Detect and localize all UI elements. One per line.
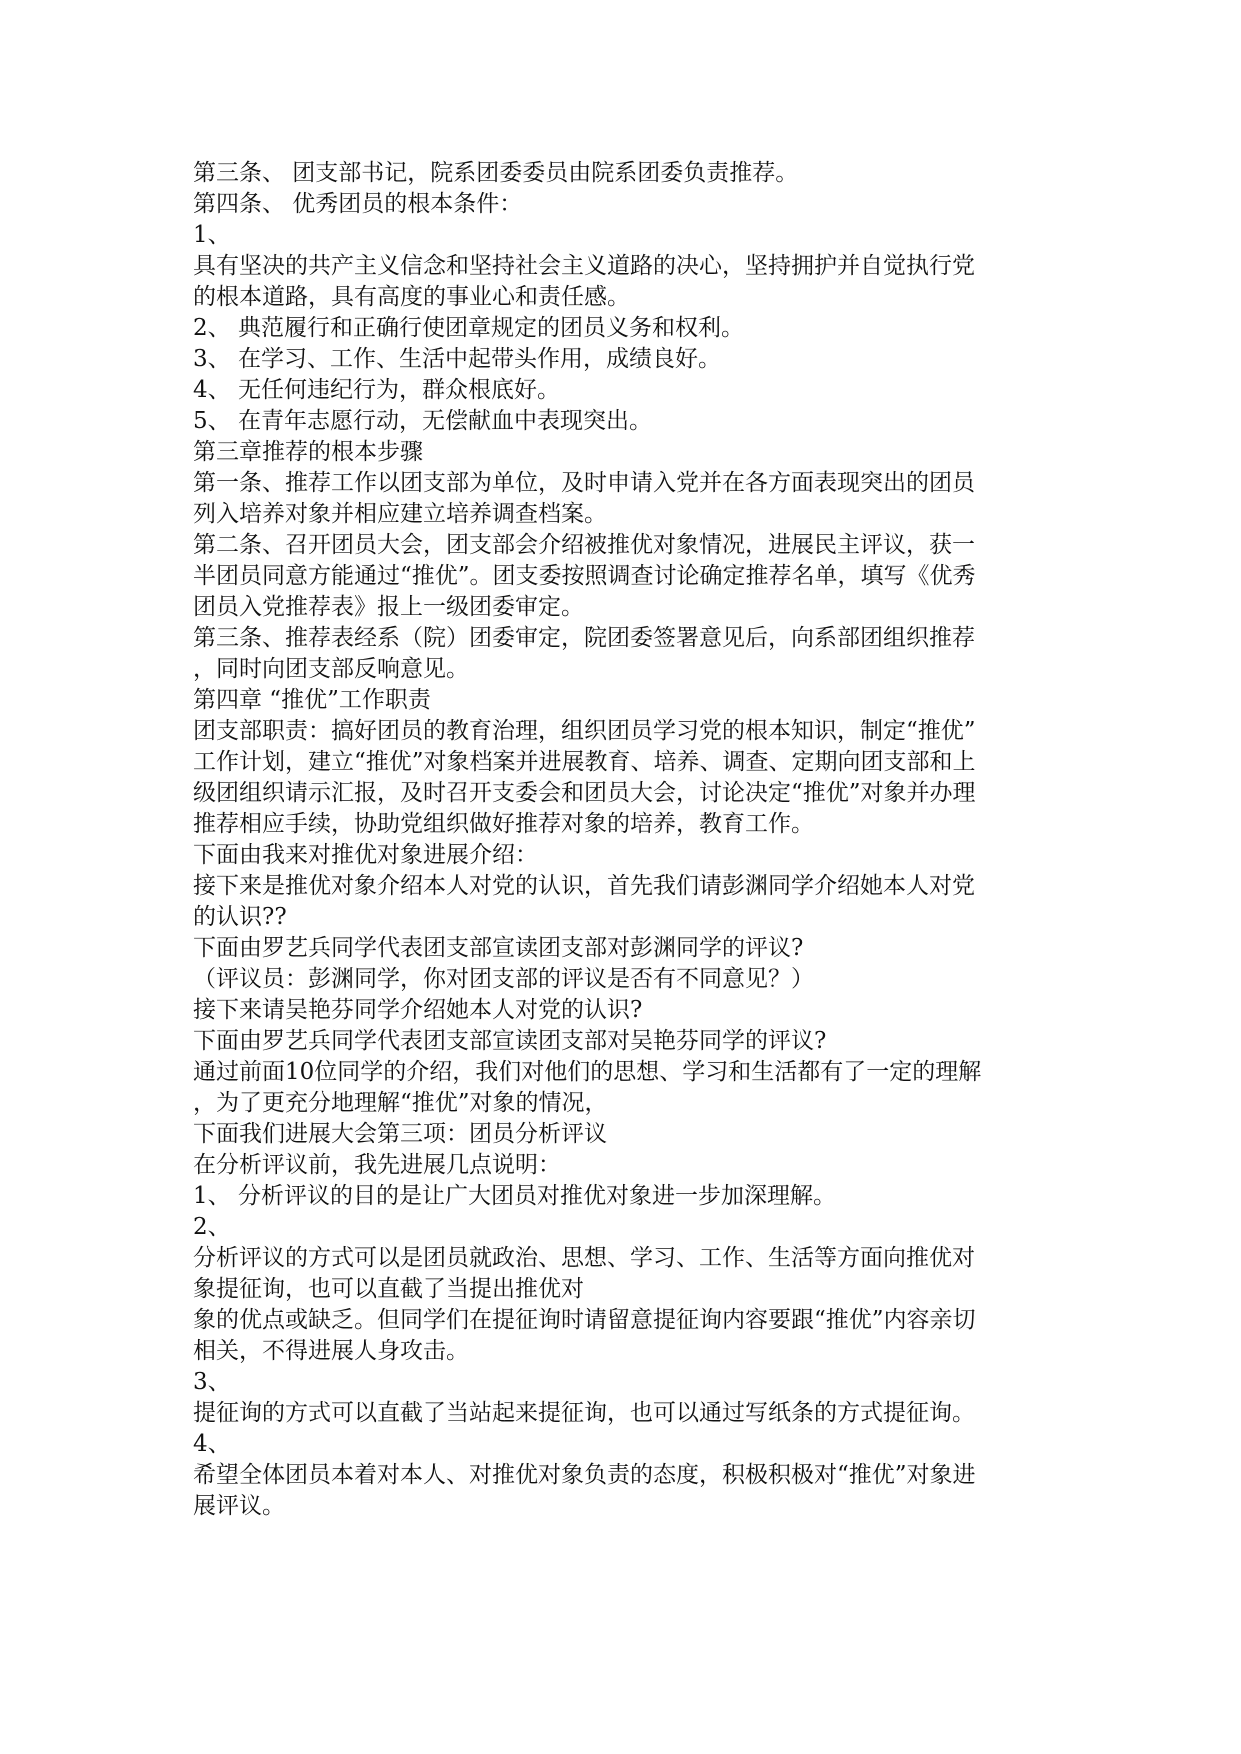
text-line: 希望全体团员本着对本人、对推优对象负责的态度，积极积极对“推优”对象进: [193, 1462, 976, 1488]
text-line: 下面我们进展大会第三项：团员分析评议: [193, 1121, 607, 1147]
text-line: 第一条、推荐工作以团支部为单位，及时申请入党并在各方面表现突出的团员: [193, 470, 975, 496]
text-line: 4、 无任何违纪行为，群众根底好。: [193, 377, 560, 403]
text-line: 的认识??: [193, 904, 287, 930]
text-line: 工作计划，建立“推优”对象档案并进展教育、培养、调查、定期向团支部和上: [193, 749, 976, 775]
text-line: 1、 分析评议的目的是让广大团员对推优对象进一步加深理解。: [193, 1183, 836, 1209]
text-line: 象提征询，也可以直截了当提出推优对: [193, 1276, 584, 1302]
text-line: 2、 典范履行和正确行使团章规定的团员义务和权利。: [193, 315, 744, 341]
text-line: 下面由罗艺兵同学代表团支部宣读团支部对吴艳芬同学的评议?: [193, 1028, 827, 1054]
text-line: 在分析评议前，我先进展几点说明：: [193, 1152, 561, 1178]
text-line: 通过前面10位同学的介绍，我们对他们的思想、学习和生活都有了一定的理解: [193, 1059, 982, 1085]
text-line: 提征询的方式可以直截了当站起来提征询，也可以通过写纸条的方式提征询。: [193, 1400, 975, 1426]
text-line: 半团员同意方能通过“推优”。团支委按照调查讨论确定推荐名单，填写《优秀: [193, 563, 976, 589]
text-line: ，同时向团支部反响意见。: [193, 656, 469, 682]
text-line: 下面由我来对推优对象进展介绍：: [193, 842, 538, 868]
text-line: 接下来请吴艳芬同学介绍她本人对党的认识?: [193, 997, 643, 1023]
text-line: 列入培养对象并相应建立培养调查档案。: [193, 501, 607, 527]
text-line: 3、: [193, 1369, 231, 1395]
text-line: 4、: [193, 1431, 231, 1457]
chapter-heading: 第四章 “推优”工作职责: [193, 687, 431, 713]
text-line: 2、: [193, 1214, 231, 1240]
document-body: [193, 158, 1053, 1522]
text-line: 5、 在青年志愿行动，无偿献血中表现突出。: [193, 408, 652, 434]
text-line: 推荐相应手续，协助党组织做好推荐对象的培养，教育工作。: [193, 811, 814, 837]
text-line: 3、 在学习、工作、生活中起带头作用，成绩良好。: [193, 346, 721, 372]
text-line: 团员入党推荐表》报上一级团委审定。: [193, 594, 584, 620]
text-line: 相关，不得进展人身攻击。: [193, 1338, 469, 1364]
text-line: 第二条、召开团员大会，团支部会介绍被推优对象情况，进展民主评议，获一: [193, 532, 975, 558]
text-line: 象的优点或缺乏。但同学们在提征询时请留意提征询内容要跟“推优”内容亲切: [193, 1307, 976, 1333]
text-line: 下面由罗艺兵同学代表团支部宣读团支部对彭渊同学的评议?: [193, 935, 804, 961]
chapter-heading: 第三章推荐的根本步骤: [193, 439, 423, 465]
text-line: 第四条、 优秀团员的根本条件：: [193, 191, 523, 217]
text-line: 展评议。: [193, 1493, 285, 1519]
text-line: 第三条、 团支部书记，院系团委委员由院系团委负责推荐。: [193, 160, 799, 186]
text-line: 团支部职责：搞好团员的教育治理，组织团员学习党的根本知识，制定“推优”: [193, 718, 976, 744]
text-line: （评议员：彭渊同学，你对团支部的评议是否有不同意见？）: [193, 966, 814, 992]
text-line: 的根本道路，具有高度的事业心和责任感。: [193, 284, 630, 310]
text-line: 第三条、推荐表经系（院）团委审定，院团委签署意见后，向系部团组织推荐: [193, 625, 975, 651]
text-line: ，为了更充分地理解“推优”对象的情况，: [193, 1090, 608, 1116]
text-line: 具有坚决的共产主义信念和坚持社会主义道路的决心，坚持拥护并自觉执行党: [193, 253, 975, 279]
text-line: 接下来是推优对象介绍本人对党的认识，首先我们请彭渊同学介绍她本人对党: [193, 873, 975, 899]
text-line: 1、: [193, 222, 231, 248]
text-line: 级团组织请示汇报，及时召开支委会和团员大会，讨论决定“推优”对象并办理: [193, 780, 976, 806]
text-line: 分析评议的方式可以是团员就政治、思想、学习、工作、生活等方面向推优对: [193, 1245, 975, 1271]
